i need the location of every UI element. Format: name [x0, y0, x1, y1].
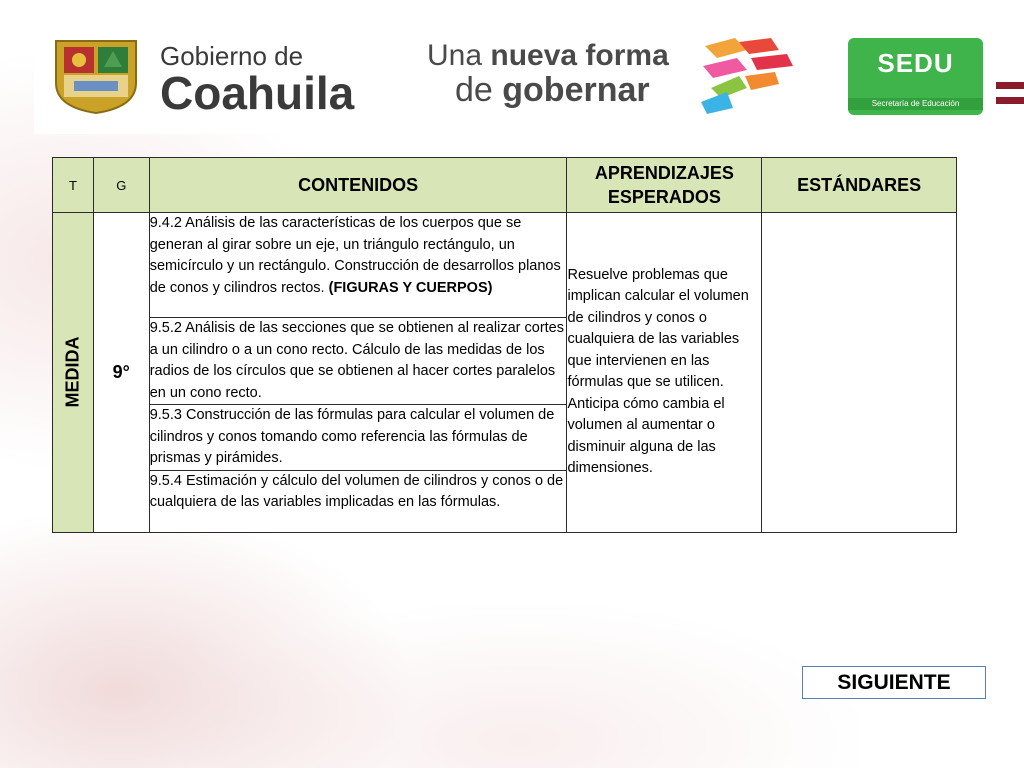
table-row: [53, 213, 957, 318]
slogan-nueva-forma: nueva forma: [490, 39, 669, 72]
slogan-gobernar: gobernar: [502, 71, 650, 109]
header-g: G: [93, 158, 149, 213]
header-contenidos: CONTENIDOS: [149, 158, 567, 213]
contenido-cell: [149, 470, 567, 532]
contenido-cell: [149, 213, 567, 318]
header-aprendizajes-line2: ESPERADOS: [607, 187, 721, 207]
decorative-bars: [996, 82, 1024, 104]
siguiente-button[interactable]: SIGUIENTE: [802, 666, 986, 699]
contenido-cell: [149, 405, 567, 471]
sedu-logo: [848, 38, 983, 115]
slogan-de: de: [455, 71, 503, 109]
coahuila-shield-logo: [50, 37, 142, 115]
header-aprendizajes: [567, 158, 762, 213]
estandares-cell: [762, 213, 957, 533]
gobierno-label: Gobierno de: [160, 41, 304, 71]
header-aprendizajes-line1: APRENDIZAJES: [594, 163, 734, 183]
coahuila-label: Coahuila: [160, 67, 355, 119]
contenido-text: 9.5.2 Análisis de las secciones que se obtienen al realizar cortes a un cilindro o a un cono recto. Cálculo de las medidas de los radios de los círculos que se obtienen al hacer cortes paralelos en un cono recto.: [149, 320, 565, 401]
header-estandares: ESTÁNDARES: [762, 158, 957, 213]
contenido-bold: (FIGURAS Y CUERPOS): [328, 279, 493, 296]
grado-cell: 9°: [93, 213, 149, 533]
sedu-title: SEDU: [877, 48, 954, 78]
tema-cell: [53, 213, 94, 533]
tema-label: MEDIDA: [62, 336, 83, 408]
contenido-cell: [149, 318, 567, 405]
colorful-fan-icon: [695, 36, 795, 116]
aprendizajes-cell: Resuelve problemas que implican calcular el volumen de cilindros y conos o cualquiera de las variables que intervienen en las fórmulas que se utilicen. Anticipa cómo cambia el volumen al aumentar o disminuir alguna de las dimensiones.: [567, 213, 762, 533]
table-header-row: [53, 158, 957, 213]
slogan-una: Una: [427, 39, 491, 72]
contenido-text: 9.5.4 Estimación y cálculo del volumen de cilindros y conos o de cualquiera de las variables implicadas en las fórmulas.: [149, 472, 564, 510]
header-t: T: [53, 158, 94, 213]
contenido-text: 9.5.3 Construcción de las fórmulas para calcular el volumen de cilindros y conos tomando como referencia las fórmulas de prismas y pirámides.: [149, 407, 555, 466]
contenido-text: 9.4.2 Análisis de las características de los cuerpos que se generan al girar sobre un eje, un triángulo rectángulo, un semicírculo y un rectángulo. Construcción de desarrollos planos de conos y cilindros rectos.: [149, 215, 561, 296]
slogan-logo: [427, 40, 669, 108]
curriculum-table: [52, 157, 957, 533]
gobierno-coahuila-logo: [160, 41, 355, 119]
sedu-subtitle: Secretaría de Educación: [848, 98, 983, 110]
